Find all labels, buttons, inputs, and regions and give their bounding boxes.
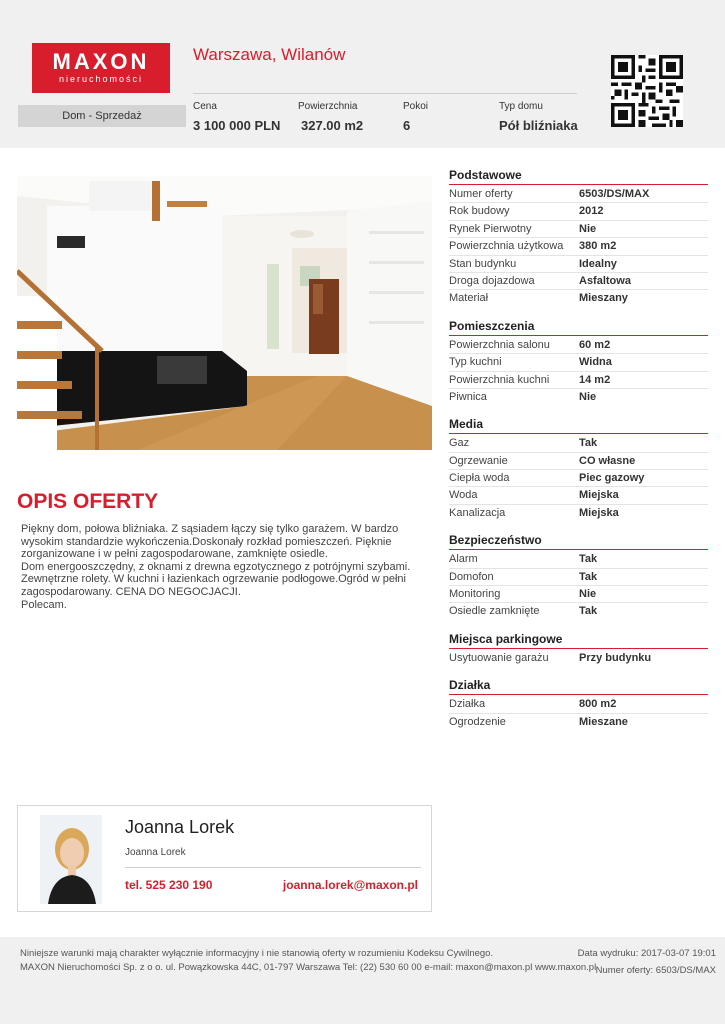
- detail-label: Gaz: [449, 437, 470, 450]
- details-section: [449, 632, 708, 667]
- detail-value: Widna: [579, 356, 612, 369]
- section-title: Działka: [449, 678, 491, 693]
- detail-row: [449, 273, 708, 290]
- header: [0, 0, 725, 148]
- detail-value: Nie: [579, 222, 597, 235]
- section-divider: [449, 549, 708, 550]
- detail-row: [449, 551, 708, 568]
- agent-name: Joanna Lorek: [125, 817, 235, 837]
- detail-row: [449, 569, 708, 586]
- footer-disclaimer: Niniejsze warunki mają charakter wyłącznie informacyjny i nie stanowią oferty w rozumieniu Kodeksu Cywilnego.: [20, 948, 494, 959]
- detail-label: Ciepła woda: [449, 472, 510, 485]
- footer-offer-number: Numer oferty: 6503/DS/MAX: [595, 965, 716, 976]
- agent-divider: [125, 867, 421, 868]
- detail-value: Przy budynku: [579, 651, 652, 664]
- detail-value: Tak: [579, 605, 598, 618]
- detail-row: [449, 389, 708, 406]
- section-divider: [449, 335, 708, 336]
- detail-value: 14 m2: [579, 373, 611, 386]
- detail-value: Mieszane: [579, 715, 628, 728]
- header-divider: [193, 93, 577, 94]
- detail-label: Monitoring: [449, 588, 501, 601]
- maxon-logo[interactable]: [32, 43, 170, 93]
- detail-row: [449, 603, 708, 620]
- logo-wordmark: MAXON: [52, 49, 150, 74]
- section-title: Podstawowe: [449, 168, 522, 182]
- detail-label: Rynek Pierwotny: [449, 222, 532, 235]
- detail-label: Osiedle zamknięte: [449, 605, 540, 618]
- detail-label: Alarm: [449, 553, 478, 566]
- detail-value: 6503/DS/MAX: [579, 188, 650, 200]
- detail-value: Tak: [579, 553, 598, 566]
- area-value: 327.00 m2: [301, 118, 364, 133]
- detail-value: 380 m2: [579, 240, 617, 253]
- detail-label: Droga dojazdowa: [449, 274, 535, 287]
- house-type-value: Pół bliźniaka: [499, 118, 578, 133]
- detail-value: 60 m2: [579, 338, 611, 351]
- detail-row: [449, 203, 708, 220]
- details-section: [449, 678, 708, 731]
- section-title: Miejsca parkingowe: [449, 631, 563, 646]
- detail-value: Miejska: [579, 506, 619, 519]
- section-title: Media: [449, 417, 484, 432]
- detail-row: [449, 354, 708, 371]
- detail-value: CO własne: [579, 454, 636, 467]
- detail-row: [449, 487, 708, 504]
- detail-value: 800 m2: [579, 698, 617, 711]
- house-type-label: Typ domu: [499, 101, 543, 112]
- detail-row: [449, 453, 708, 470]
- detail-label: Usytuowanie garażu: [449, 651, 549, 664]
- details-section: [449, 417, 708, 522]
- agent-card: [17, 805, 432, 912]
- logo-tagline: nieruchomości: [58, 74, 144, 84]
- detail-row: [449, 221, 708, 238]
- detail-value: Idealny: [579, 257, 617, 270]
- price-label: Cena: [193, 101, 217, 112]
- rooms-label: Pokoi: [403, 101, 429, 112]
- section-title: Bezpieczeństwo: [449, 533, 542, 548]
- detail-row: [449, 238, 708, 255]
- detail-label: Działka: [449, 698, 486, 711]
- price-value: 3 100 000 PLN: [193, 118, 281, 133]
- section-title: Pomieszczenia: [449, 318, 535, 333]
- detail-value: Mieszany: [579, 292, 628, 305]
- description-title: OPIS OFERTY: [17, 490, 159, 513]
- detail-row: [449, 372, 708, 389]
- detail-label: Rok budowy: [449, 205, 510, 218]
- detail-value: Piec gazowy: [579, 472, 645, 485]
- detail-label: Numer oferty: [449, 188, 513, 200]
- qr-code-icon: [611, 55, 683, 127]
- detail-row: [449, 435, 708, 452]
- description-text: Piękny dom, połowa bliźniaka. Z sąsiadem łączy się tylko garażem. W bardzo wysokim standardzie wykończenia.Doskonały rozkład pomieszczeń. Pięknie zorganizowane i w pełni zagospodarowane, zamknięte osiedle. Dom energooszczędny, z oknami z drewna egzotycznego z potrójnymi szybami. Zewnętrzne rolety. W kuchni i łazienkach ogrzewanie podłogowe.Ogród w pełni zagospodarowany. CENA DO NEGOCJACJI. Polecam.: [21, 523, 411, 611]
- detail-row: [449, 696, 708, 713]
- section-divider: [449, 433, 708, 434]
- detail-label: Powierzchnia użytkowa: [449, 240, 564, 253]
- rooms-value: 6: [403, 118, 411, 133]
- detail-label: Powierzchnia kuchni: [449, 373, 550, 386]
- agent-phone-link[interactable]: tel. 525 230 190: [125, 878, 213, 892]
- detail-label: Piwnica: [449, 390, 487, 403]
- detail-value: Tak: [579, 570, 598, 583]
- detail-value: Tak: [579, 437, 598, 450]
- section-divider: [449, 184, 708, 185]
- offer-category-badge: Dom - Sprzedaż: [18, 105, 186, 127]
- section-divider: [449, 648, 708, 649]
- footer-print-date: Data wydruku: 2017-03-07 19:01: [577, 948, 716, 959]
- detail-row: [449, 290, 708, 307]
- detail-value: Miejska: [579, 489, 619, 502]
- details-section: [449, 319, 708, 407]
- section-divider: [449, 694, 708, 695]
- detail-row: [449, 650, 708, 667]
- details-section: [449, 533, 708, 621]
- footer-company-info: MAXON Nieruchomości Sp. z o o. ul. Powązkowska 44C, 01-797 Warszawa Tel: (22) 530 60 00 e-mail: maxon@maxon.pl www.maxon.pl: [20, 962, 597, 973]
- agent-subtitle: Joanna Lorek: [125, 847, 186, 858]
- detail-value: 2012: [579, 205, 604, 218]
- details-section: [449, 168, 708, 308]
- area-label: Powierzchnia: [298, 101, 358, 112]
- detail-label: Stan budynku: [449, 257, 517, 270]
- detail-row: [449, 470, 708, 487]
- detail-row: [449, 256, 708, 273]
- detail-row: [449, 337, 708, 354]
- detail-label: Ogrodzenie: [449, 715, 506, 728]
- detail-label: Kanalizacja: [449, 506, 506, 519]
- details-panel: [449, 168, 708, 731]
- detail-value: Asfaltowa: [579, 274, 631, 287]
- detail-label: Typ kuchni: [449, 356, 502, 369]
- detail-label: Powierzchnia salonu: [449, 338, 550, 351]
- detail-label: Domofon: [449, 570, 494, 583]
- agent-avatar: [40, 815, 102, 904]
- detail-value: Nie: [579, 588, 597, 601]
- detail-row: [449, 505, 708, 522]
- detail-value: Nie: [579, 390, 597, 403]
- offer-location: Warszawa, Wilanów: [193, 45, 346, 64]
- footer: [0, 937, 725, 1024]
- detail-row: [449, 586, 708, 603]
- detail-label: Woda: [449, 489, 478, 502]
- detail-row: [449, 186, 708, 203]
- detail-row: [449, 714, 708, 731]
- agent-email-link[interactable]: joanna.lorek@maxon.pl: [282, 878, 418, 892]
- detail-label: Ogrzewanie: [449, 454, 508, 467]
- property-photo[interactable]: [17, 176, 432, 450]
- detail-label: Materiał: [449, 292, 489, 305]
